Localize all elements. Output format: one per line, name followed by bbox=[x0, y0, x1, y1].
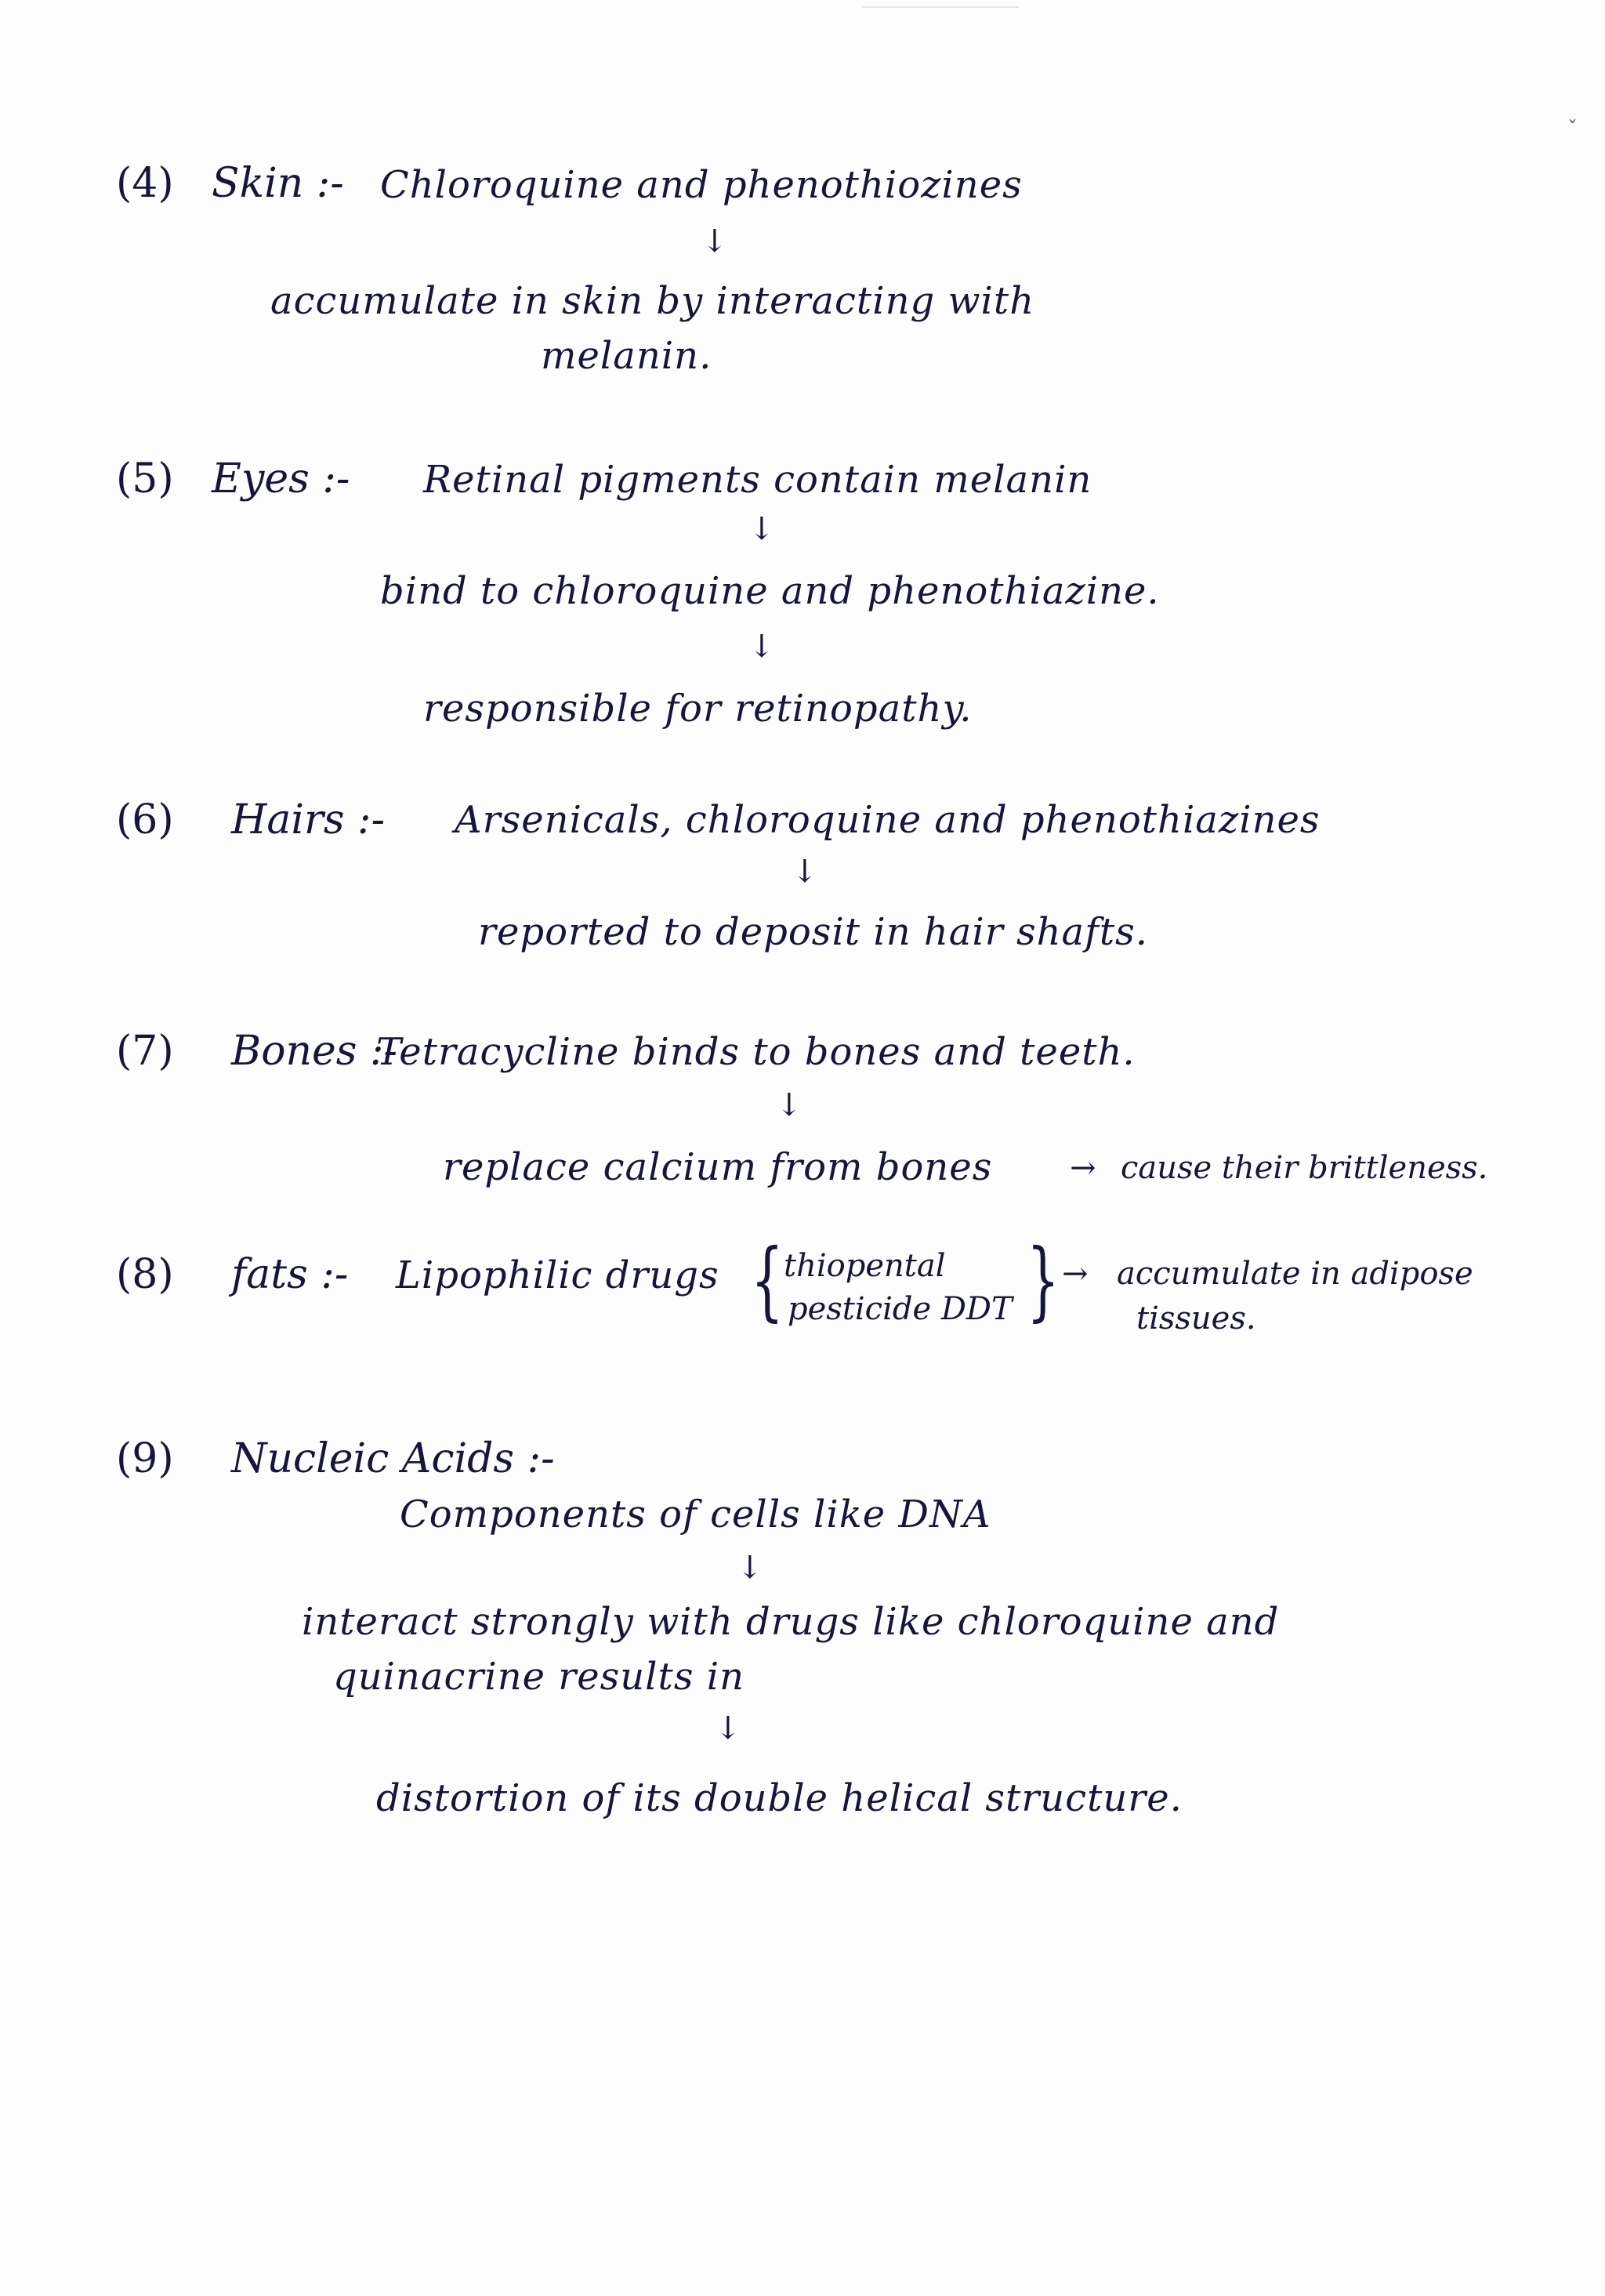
section-7-line-2: replace calcium from bones bbox=[443, 1145, 993, 1189]
section-8-result-1: accumulate in adipose bbox=[1117, 1256, 1473, 1292]
section-6-heading: Hairs :- bbox=[231, 796, 386, 843]
section-4-line-2: accumulate in skin by interacting with bbox=[270, 279, 1035, 323]
section-9-arrow-2: ↓ bbox=[715, 1710, 741, 1746]
section-6-arrow-1: ↓ bbox=[792, 854, 818, 890]
section-8-arrow-1: → bbox=[1062, 1256, 1089, 1292]
section-9-line-1: Components of cells like DNA bbox=[400, 1493, 991, 1536]
section-8-brace-close: } bbox=[1027, 1230, 1060, 1330]
section-5-number: (5) bbox=[116, 455, 174, 502]
corner-pen-mark: ˇ bbox=[1567, 118, 1578, 141]
section-8-heading: fats :- bbox=[231, 1251, 349, 1298]
section-7-number: (7) bbox=[116, 1028, 174, 1075]
section-8-number: (8) bbox=[116, 1251, 174, 1298]
section-9-arrow-1: ↓ bbox=[737, 1550, 763, 1586]
section-4-line-3: melanin. bbox=[541, 334, 712, 378]
section-5-arrow-2: ↓ bbox=[748, 629, 775, 665]
section-4-number: (4) bbox=[116, 160, 174, 207]
section-8-brace-open: { bbox=[751, 1230, 784, 1330]
section-9-line-4: distortion of its double helical structure. bbox=[376, 1776, 1183, 1820]
section-9-number: (9) bbox=[116, 1435, 174, 1482]
section-7-heading: Bones :- bbox=[231, 1028, 398, 1075]
section-5-line-1: Retinal pigments contain melanin bbox=[423, 458, 1092, 502]
section-9-line-2: interact strongly with drugs like chloroquine and bbox=[302, 1600, 1280, 1644]
section-8-result-2: tissues. bbox=[1136, 1300, 1256, 1337]
section-6-number: (6) bbox=[116, 796, 174, 843]
section-9-line-3: quinacrine results in bbox=[333, 1655, 745, 1699]
section-7-arrow-1: ↓ bbox=[776, 1087, 802, 1123]
section-5-arrow-1: ↓ bbox=[748, 511, 775, 547]
section-8-item-2: pesticide DDT bbox=[788, 1291, 1013, 1327]
section-8-line-1: Lipophilic drugs bbox=[396, 1253, 719, 1297]
section-7-arrow-2: → bbox=[1070, 1150, 1096, 1186]
section-4-arrow-1: ↓ bbox=[701, 223, 728, 259]
section-9-heading: Nucleic Acids :- bbox=[231, 1435, 555, 1482]
section-7-line-1: Tetracycline binds to bones and teeth. bbox=[376, 1030, 1136, 1074]
section-5-heading: Eyes :- bbox=[212, 455, 350, 502]
section-8-item-1: thiopental bbox=[784, 1248, 946, 1284]
section-5-line-3: responsible for retinopathy. bbox=[423, 687, 973, 731]
section-4-heading: Skin :- bbox=[212, 160, 344, 207]
section-5-line-2: bind to chloroquine and phenothiazine. bbox=[380, 569, 1160, 613]
section-4-line-1: Chloroquine and phenothiozines bbox=[380, 163, 1023, 207]
section-6-line-2: reported to deposit in hair shafts. bbox=[478, 910, 1149, 954]
section-7-line-3: cause their brittleness. bbox=[1121, 1150, 1488, 1186]
scan-edge-mark bbox=[862, 6, 1019, 8]
section-6-line-1: Arsenicals, chloroquine and phenothiazines bbox=[455, 798, 1321, 842]
